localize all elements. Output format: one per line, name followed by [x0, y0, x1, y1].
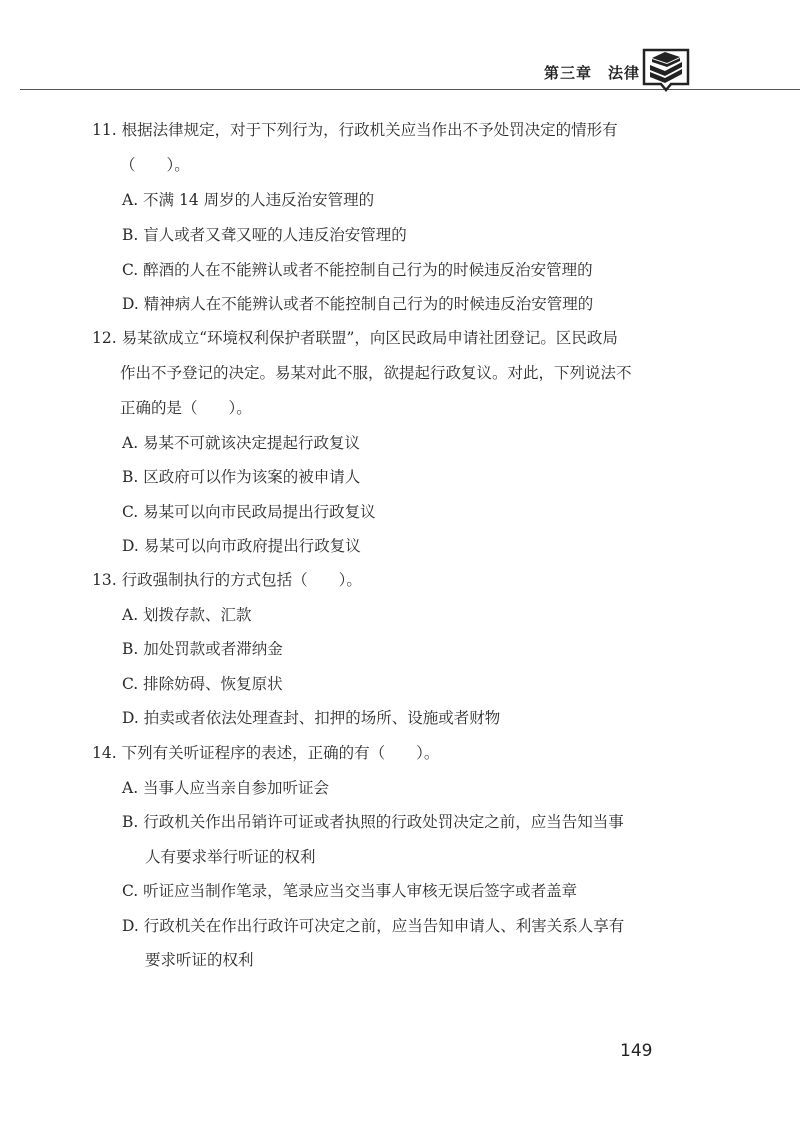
- question-14-option-c: C. 听证应当制作笔录，笔录应当交当事人审核无误后签字或者盖章: [122, 882, 578, 900]
- question-12-line-2: 作出不予登记的决定。易某对此不服，欲提起行政复议。对此，下列说法不: [120, 364, 632, 382]
- question-14-option-b-line-1: B. 行政机关作出吊销许可证或者执照的行政处罚决定之前，应当告知当事: [122, 813, 624, 831]
- question-12-option-b: B. 区政府可以作为该案的被申请人: [122, 468, 361, 486]
- question-14-option-d-line-1: D. 行政机关在作出行政许可决定之前，应当告知申请人、利害关系人享有: [122, 917, 625, 935]
- question-12-option-c: C. 易某可以向市民政局提出行政复议: [122, 503, 376, 521]
- question-13-option-a: A. 划拨存款、汇款: [122, 606, 252, 624]
- question-12-line-3: 正确的是（ ）。: [120, 399, 252, 417]
- question-14-option-d-line-2: 要求听证的权利: [145, 951, 254, 969]
- book-stack-icon: [641, 47, 691, 93]
- question-11-line-2: （ ）。: [120, 156, 190, 174]
- page-number: 149: [620, 1041, 653, 1061]
- question-11-option-a: A. 不满 14 周岁的人违反治安管理的: [122, 191, 375, 209]
- question-13-option-d: D. 拍卖或者依法处理查封、扣押的场所、设施或者财物: [122, 709, 501, 727]
- question-14-line-1: 14. 下列有关听证程序的表述，正确的有（ ）。: [92, 744, 440, 762]
- question-13-line-1: 13. 行政强制执行的方式包括（ ）。: [92, 571, 362, 589]
- question-11-option-d: D. 精神病人在不能辨认或者不能控制自己行为的时候违反治安管理的: [122, 295, 594, 313]
- chapter-title: 第三章 法律: [543, 64, 640, 82]
- question-12-line-1: 12. 易某欲成立“环境权利保护者联盟”，向区民政局申请社团登记。区民政局: [92, 329, 618, 347]
- question-14-option-a: A. 当事人应当亲自参加听证会: [122, 779, 330, 797]
- question-12-option-d: D. 易某可以向市政府提出行政复议: [122, 537, 361, 555]
- question-11-option-b: B. 盲人或者又聋又哑的人违反治安管理的: [122, 226, 407, 244]
- question-11-line-1: 11. 根据法律规定，对于下列行为，行政机关应当作出不予处罚决定的情形有: [92, 121, 618, 139]
- question-12-option-a: A. 易某不可就该决定提起行政复议: [122, 434, 361, 452]
- question-13-option-b: B. 加处罚款或者滞纳金: [122, 640, 283, 658]
- question-11-option-c: C. 醉酒的人在不能辨认或者不能控制自己行为的时候违反治安管理的: [122, 261, 593, 279]
- question-14-option-b-line-2: 人有要求举行听证的权利: [145, 848, 316, 866]
- question-13-option-c: C. 排除妨碍、恢复原状: [122, 675, 283, 693]
